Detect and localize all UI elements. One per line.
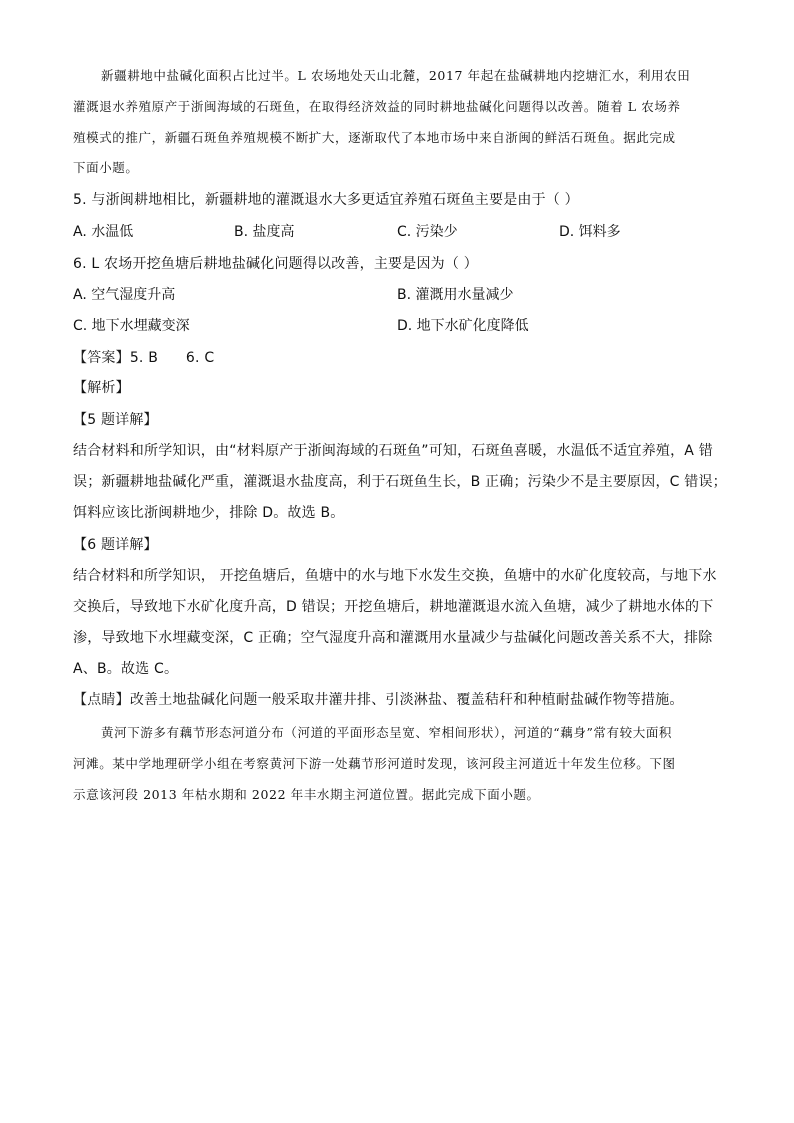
detail5-line1: 结合材料和所学知识，由“材料原产于浙闽海域的石斑鱼”可知，石斑鱼喜暖，水温低不适宜养殖，A 错 — [73, 443, 713, 459]
passage1-line4: 下面小题。 — [73, 160, 139, 175]
q5-option-a: A. 水温低 — [73, 224, 134, 240]
q5-option-d: D. 饵料多 — [559, 224, 621, 240]
q6-option-c: C. 地下水埋藏变深 — [73, 318, 190, 334]
passage2-line2: 河滩。某中学地理研学小组在考察黄河下游一处藕节形河道时发现，该河段主河道近十年发生位移。下图 — [73, 756, 676, 771]
detail6-line2: 交换后，导致地下水矿化度升高，D 错误；开挖鱼塘后，耕地灌溉退水流入鱼塘，减少了耕地水体的下 — [73, 599, 714, 615]
passage2-line3: 示意该河段 2013 年枯水期和 2022 年丰水期主河道位置。据此完成下面小题。 — [73, 787, 540, 802]
analysis-label: 【解析】 — [73, 380, 130, 396]
detail6-label: 【6 题详解】 — [73, 537, 158, 553]
answer-text: 5. B 6. C — [129, 350, 215, 366]
answer-row — [73, 348, 214, 368]
detail6-line3: 渗，导致地下水埋藏变深，C 正确；空气湿度升高和灌溉用水量减少与盐碱化问题改善关系不大，排除 — [73, 630, 713, 646]
tip-row — [73, 690, 684, 710]
q6-option-d: D. 地下水矿化度降低 — [397, 318, 529, 334]
q6-option-a: A. 空气湿度升高 — [73, 287, 176, 303]
passage1-line3: 殖模式的推广，新疆石斑鱼养殖规模不断扩大，逐渐取代了本地市场中来自浙闽的鲜活石斑鱼。据此完成 — [73, 130, 676, 145]
passage1-line1: 新疆耕地中盐碱化面积占比过半。L 农场地处天山北麓，2017 年起在盐碱耕地内挖塘汇水，利用农田 — [101, 68, 691, 83]
q5-option-c: C. 污染少 — [397, 224, 458, 240]
passage1-line2: 灌溉退水养殖原产于浙闽海域的石斑鱼，在取得经济效益的同时耕地盐碱化问题得以改善。随着 L 农场养 — [73, 99, 681, 114]
q6-option-b: B. 灌溉用水量减少 — [397, 287, 514, 303]
tip-text: 改善土地盐碱化问题一般采取井灌井排、引淡淋盐、覆盖秸秆和种植耐盐碱作物等措施。 — [129, 692, 684, 708]
detail6-line4: A、B。故选 C。 — [73, 661, 179, 677]
passage2-line1: 黄河下游多有藕节形态河道分布（河道的平面形态呈宽、窄相间形状），河道的“藕身”常有较大面积 — [101, 725, 673, 740]
answer-label: 【答案】 — [73, 350, 130, 366]
detail5-line2: 误；新疆耕地盐碱化严重，灌溉退水盐度高，利于石斑鱼生长，B 正确；污染少不是主要原因，C 错误； — [73, 474, 727, 490]
detail6-line1: 结合材料和所学知识， 开挖鱼塘后，鱼塘中的水与地下水发生交换，鱼塘中的水矿化度较高，与地下水 — [73, 568, 717, 584]
tip-label: 【点睛】 — [73, 692, 130, 708]
detail5-label: 【5 题详解】 — [73, 412, 158, 428]
detail5-line3: 饵料应该比浙闽耕地少，排除 D。故选 B。 — [73, 505, 345, 521]
question-5-stem: 5. 与浙闽耕地相比，新疆耕地的灌溉退水大多更适宜养殖石斑鱼主要是由于（ ） — [73, 192, 579, 208]
question-6-stem: 6. L 农场开挖鱼塘后耕地盐碱化问题得以改善，主要是因为（ ） — [73, 256, 478, 272]
q5-option-b: B. 盐度高 — [234, 224, 295, 240]
